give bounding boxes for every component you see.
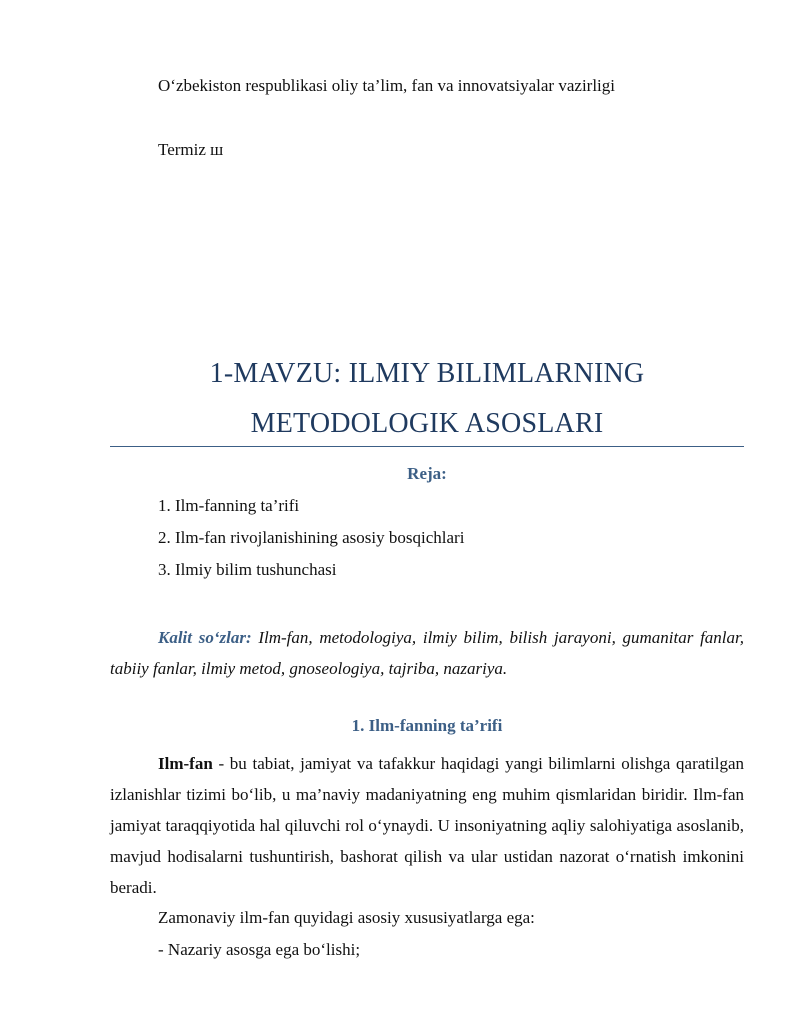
definition-text: - bu tabiat, jamiyat va tafakkur haqidagi yangi bilimlarni olishga qaratilgan izlanishlar tizimi bo‘lib, u ma’naviy madaniyatning eng muhim qismlaridan biridir. Ilm-fan jamiyat taraqqiyotida hal qiluvchi rol o‘ynaydi. U insoniyatning aqliy salohiyatiga asoslanib, mavjud hodisalarni tushuntirish, bashorat qilish va ular ustidan nazorat o‘rnatish imkonini beradi. — [110, 754, 744, 897]
definition-paragraph — [110, 748, 744, 903]
topic-title-line-1: 1-MAVZU: ILMIY BILIMLARNING — [209, 358, 645, 389]
plan-item: 3. Ilmiy bilim tushunchasi — [158, 560, 337, 579]
topic-title-line-2: METODOLOGIK ASOSLARI — [250, 408, 604, 439]
feature-item: - Nazariy asosga ega bo‘lishi; — [158, 940, 361, 959]
defined-term: Ilm-fan — [158, 754, 213, 773]
plan-heading: Reja: — [407, 464, 447, 483]
ministry-header: O‘zbekiston respublikasi oliy ta’lim, fan va innovatsiyalar vazirligi — [158, 76, 615, 95]
section-heading: 1. Ilm-fanning ta’rifi — [351, 716, 503, 735]
title-divider — [110, 446, 744, 447]
keywords-paragraph — [110, 622, 744, 684]
plan-item: 1. Ilm-fanning ta’rifi — [158, 496, 300, 515]
keywords-label: Kalit so‘zlar: — [158, 628, 252, 647]
features-intro: Zamonaviy ilm-fan quyidagi asosiy xususiyatlarga ega: — [158, 908, 535, 927]
plan-item: 2. Ilm-fan rivojlanishining asosiy bosqichlari — [158, 528, 465, 547]
city-line: Termiz ш — [158, 140, 224, 159]
keywords-text: Ilm-fan, metodologiya, ilmiy bilim, bilish jarayoni, gumanitar fanlar, tabiiy fanlar, ilmiy metod, gnoseologiya, tajriba, nazariya. — [110, 628, 745, 678]
